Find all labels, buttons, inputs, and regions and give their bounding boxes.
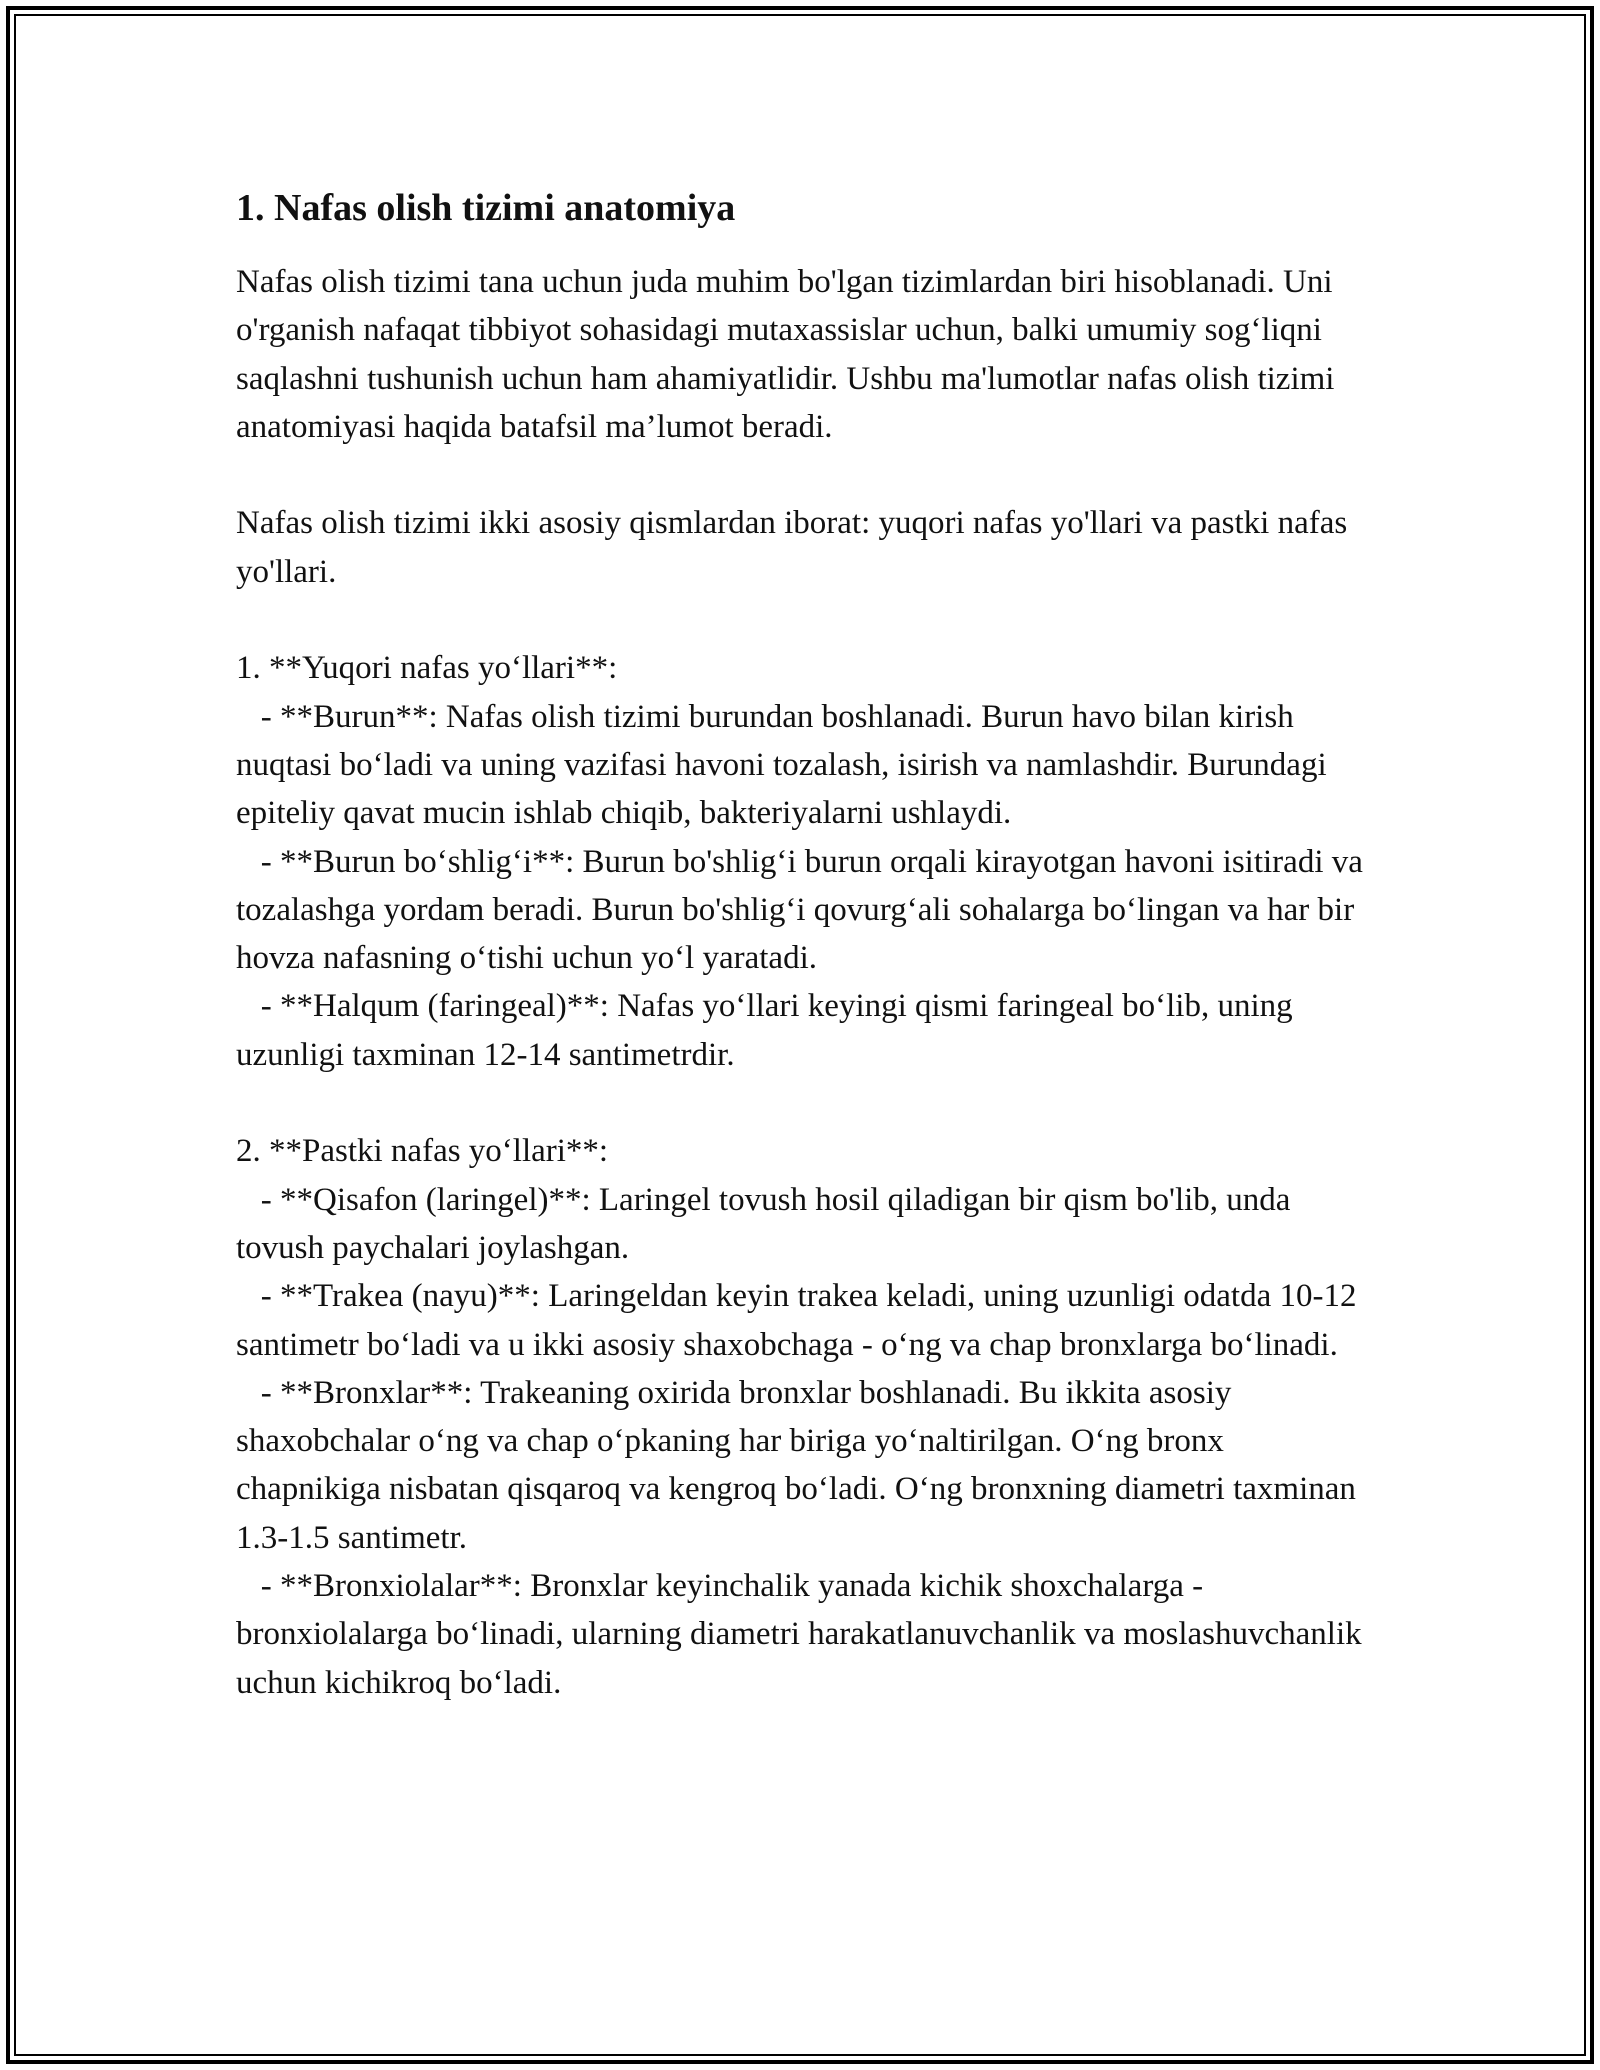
paragraph-gap xyxy=(236,596,1376,644)
overview-paragraph: Nafas olish tizimi ikki asosiy qismlardan iborat: yuqori nafas yo'llari va pastki nafas yo'llari. xyxy=(236,505,1356,590)
list-item-bronxlar: - **Bronxlar**: Trakeaning oxirida bronxlar boshlanadi. Bu ikkita asosiy shaxobchalar o‘ng va chap o‘pkaning har biriga yo‘naltirilgan. O‘ng bronx chapnikiga nisbatan qisqaroq va kengroq bo‘ladi. O‘ng bronxning diametri taxminan 1.3-1.5 santimetr. xyxy=(236,1374,1365,1556)
list-item-trakea: - **Trakea (nayu)**: Laringeldan keyin trakea keladi, uning uzunligi odatda 10-12 santimetr bo‘ladi va u ikki asosiy shaxobchaga - o‘ng va chap bronxlarga bo‘linadi. xyxy=(236,1278,1365,1363)
list-item-burun: - **Burun**: Nafas olish tizimi burundan boshlanadi. Burun havo bilan kirish nuqtasi bo‘ladi va uning vazifasi havoni tozalash, isirish va namlashdir. Burundagi epiteliy qavat mucin ishlab chiqib, bakteriyalarni ushlaydi. xyxy=(236,698,1335,832)
section-heading-upper-airways: 1. **Yuqori nafas yo‘llari**: xyxy=(236,650,618,687)
intro-paragraph: Nafas olish tizimi tana uchun juda muhim bo'lgan tizimlardan biri hisoblanadi. Uni o'rganish nafaqat tibbiyot sohasidagi mutaxassislar uchun, balki umumiy sog‘liqni saqlashni tushunish uchun ham ahamiyatlidir. Ushbu ma'lumotlar nafas olish tizimi anatomiyasi haqida batafsil ma’lumot beradi. xyxy=(236,264,1343,445)
list-item-halqum: - **Halqum (faringeal)**: Nafas yo‘llari keyingi qismi faringeal bo‘lib, uning uzunligi taxminan 12-14 santimetrdir. xyxy=(236,988,1301,1073)
list-item-bronxiolalar: - **Bronxiolalar**: Bronxlar keyinchalik yanada kichik shoxchalarga - bronxiolalarga bo‘linadi, ularning diametri harakatlanuvchanlik va moslashuvchanlik uchun kichikroq bo‘ladi. xyxy=(236,1568,1370,1701)
list-item-burun-boshligi: - **Burun bo‘shlig‘i**: Burun bo'shlig‘i burun orqali kirayotgan havoni isitiradi va tozalashga yordam beradi. Burun bo'shlig‘i qovurg‘ali sohalarga bo‘lingan va har bir hovza nafasning o‘tishi uchun yo‘l yaratadi. xyxy=(236,843,1372,977)
document-body xyxy=(236,184,1376,1707)
list-item-qisafon: - **Qisafon (laringel)**: Laringel tovush hosil qiladigan bir qism bo'lib, unda tovush paychalari joylashgan. xyxy=(236,1181,1299,1266)
paragraph-gap xyxy=(236,1079,1376,1127)
section-heading-lower-airways: 2. **Pastki nafas yo‘llari**: xyxy=(236,1133,609,1170)
paragraph-gap xyxy=(236,451,1376,499)
document-title: 1. Nafas olish tizimi anatomiya xyxy=(236,187,736,229)
